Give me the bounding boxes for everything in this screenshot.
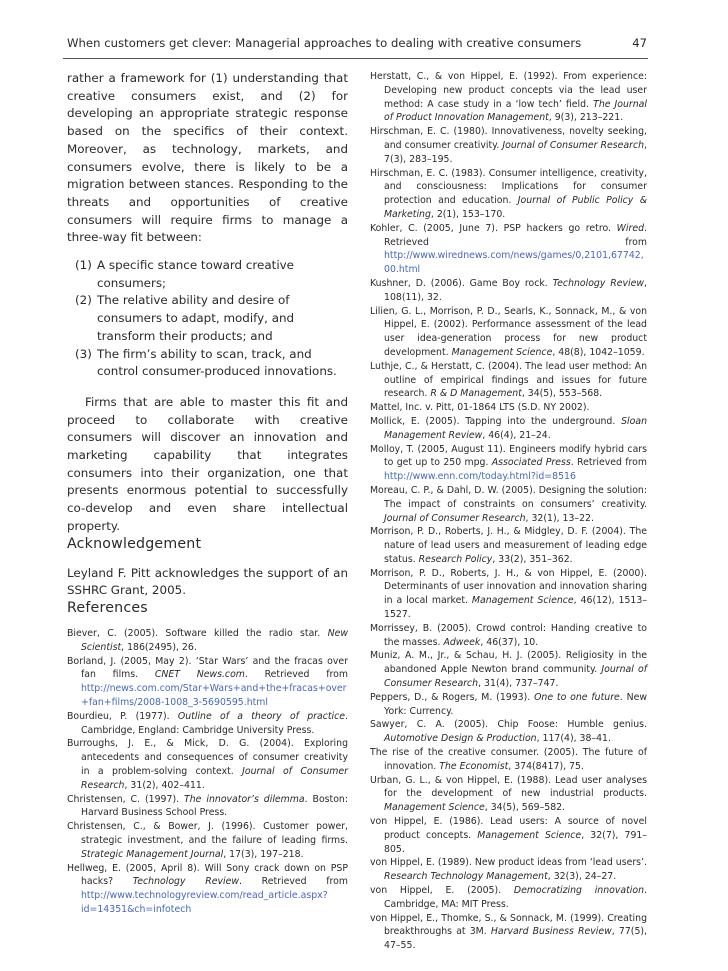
reference-text: . New York: Currency. — [384, 691, 647, 717]
reference-text: , 374(8417), 75. — [508, 760, 584, 772]
reference-source: Research Policy — [418, 553, 493, 565]
reference-entry — [370, 718, 647, 746]
reference-text: Hellweg, E. (2005, April 8). Will Sony crack down on PSP hacks? — [67, 862, 348, 888]
reference-entry — [370, 70, 647, 125]
reference-source: The Economist — [439, 760, 509, 772]
reference-text: , 33(2), 351–362. — [492, 553, 573, 565]
reference-entry — [370, 912, 647, 953]
reference-text: Lilien, G. L., Morrison, P. D., Searls, K., Sonnack, M., & von Hippel, E. (2002). Performance assessment of the lead user idea-generation process for new product development. — [370, 305, 647, 358]
reference-text: Luthje, C., & Herstatt, C. (2004). The lead user method: An outline of empirical findings and issues for future research. — [370, 360, 647, 400]
body-paragraph-1: rather a framework for (1) understanding that creative consumers exist, and (2) for developing an appropriate strategic response based on the specifics of their context. Moreover, as technology, markets, and consumers evolve, there is likely to be a migration between stances. Responding to the threats and opportunities of creative consumers will require firms to manage a three-way fit between: — [67, 71, 348, 245]
reference-entry — [67, 627, 348, 655]
reference-text: , 32(3), 24–27. — [547, 871, 617, 883]
list-item — [67, 257, 348, 292]
reference-text: Biever, C. (2005). Software killed the radio star. — [67, 627, 328, 639]
reference-entry — [67, 655, 348, 710]
reference-text: Morrison, P. D., Roberts, J. H., & von Hippel, E. (2000). Determinants of user innovation and innovation sharing in a local market. — [370, 567, 647, 607]
reference-text: Burroughs, J. E., & Mick, D. G. (2004). Exploring antecedents and consequences of consumer creativity in a problem-solving context. — [67, 738, 348, 777]
reference-text: Urban, G. L., & von Hippel, E. (1988). Lead user analyses for the development of new industrial products. — [370, 774, 647, 800]
reference-source: Technology Review — [552, 277, 645, 289]
reference-source: One to one future — [534, 691, 620, 703]
reference-entry — [370, 401, 647, 415]
reference-source: Research Technology Management — [384, 871, 548, 883]
reference-text: . Boston: Harvard Business School Press. — [81, 793, 349, 819]
reference-entry — [370, 856, 647, 884]
reference-text: Moreau, C. P., & Dahl, D. W. (2005). Designing the solution: The impact of constraints on consumers’ creativity. — [370, 484, 647, 510]
reference-source: Technology Review — [132, 876, 239, 888]
list-item — [67, 292, 348, 345]
reference-text: , 9(3), 213–221. — [548, 112, 624, 124]
reference-text: . Cambridge, England: Cambridge University Press. — [81, 710, 348, 736]
reference-source: Management Science — [471, 595, 574, 607]
reference-source: Harvard Business Review — [490, 926, 612, 938]
reference-entry — [370, 774, 647, 815]
list-item-text: The relative ability and desire of consumers to adapt, modify, and transform their products; and — [97, 293, 295, 343]
reference-entry — [370, 125, 647, 166]
reference-text: . Retrieved from — [570, 457, 647, 469]
reference-text: Morrison, P. D., Roberts, J. H., & Midgley, D. F. (2004). The nature of lead users and measurement of leading edge status. — [370, 526, 647, 565]
reference-text: Sawyer, C. A. (2005). Chip Foose: Humble genius. — [370, 719, 647, 731]
reference-text: , 46(37), 10. — [480, 636, 539, 648]
reference-source: Outline of a theory of practice — [177, 710, 346, 722]
reference-source: The Journal of Product Innovation Management — [384, 98, 648, 124]
reference-source: The innovator’s dilemma — [184, 793, 305, 805]
reference-source: Automotive Design & Production — [384, 733, 537, 745]
reference-text: , 117(4), 38–41. — [536, 733, 611, 745]
reference-source: Democratizing innovation — [513, 885, 645, 897]
reference-link[interactable]: http://news.com.com/Star+Wars+and+the+fracas+over+fan+films/2008-1008_3-5690595.html — [81, 683, 347, 708]
list-item-text: A specific stance toward creative consumers; — [97, 258, 294, 290]
reference-entry — [67, 793, 348, 821]
reference-text: Molloy, T. (2005, August 11). Engineers modify hybrid cars to get up to 250 mpg. — [370, 443, 647, 469]
references-list-left — [67, 627, 348, 917]
reference-entry — [370, 305, 647, 360]
reference-text: Bourdieu, P. (1977). — [67, 710, 178, 722]
reference-text: Mattel, Inc. v. Pitt, 01-1864 LTS (S.D. NY 2002). — [370, 402, 590, 414]
right-column — [370, 70, 647, 953]
reference-text: Christensen, C., & Bower, J. (1996). Customer power, strategic investment, and the failure of leading firms. — [67, 821, 348, 846]
reference-source: R & D Management — [430, 388, 522, 400]
references-list-right — [370, 70, 647, 953]
reference-entry — [370, 167, 647, 222]
reference-entry — [370, 746, 647, 774]
list-item — [67, 346, 348, 381]
reference-entry — [370, 222, 647, 277]
reference-source: Journal of Consumer Research — [384, 664, 647, 690]
reference-text: , 31(2), 402–411. — [124, 779, 205, 791]
reference-source: New Scientist — [81, 627, 348, 653]
body-text — [67, 70, 348, 536]
reference-text: Muniz, A. M., Jr., & Schau, H. J. (2005). Religiosity in the abandoned Apple Newton brand community. — [370, 650, 647, 676]
reference-entry — [370, 884, 647, 912]
page-number: 47 — [632, 36, 647, 50]
reference-entry — [370, 815, 647, 856]
reference-text: , 32(1), 13–22. — [525, 512, 594, 524]
reference-source: Management Science — [477, 829, 582, 841]
reference-entry — [67, 710, 348, 738]
reference-text: , 7(3), 283–195. — [384, 139, 647, 165]
reference-text: , 46(4), 21–24. — [482, 429, 551, 441]
body-paragraph-2: Firms that are able to master this fit and proceed to collaborate with creative consumers will discover an innovation and marketing capability that integrates consumers into their organization, one that presents enormous potential to successfully co-develop and even share intellectual property. — [67, 394, 348, 533]
reference-source: Journal of Consumer Research — [81, 765, 348, 791]
reference-entry — [370, 622, 647, 650]
reference-text: Kushner, D. (2006). Game Boy rock. — [370, 277, 553, 289]
reference-source: Wired — [616, 222, 645, 234]
reference-text: . Cambridge, MA: MIT Press. — [384, 885, 647, 910]
reference-text: , 2(1), 153–170. — [430, 208, 506, 220]
reference-text: von Hippel, E. (1989). New product ideas from ‘lead users’. — [370, 857, 647, 869]
reference-text: , 77(5), 47–55. — [384, 926, 648, 952]
reference-link[interactable]: http://www.technologyreview.com/read_article.aspx?id=14351&ch=infotech — [81, 890, 328, 915]
reference-source: Management Science — [451, 346, 553, 358]
numbered-list — [67, 257, 348, 381]
reference-source: Management Science — [384, 802, 485, 814]
reference-text: . Retrieved from — [384, 222, 647, 248]
reference-text: , 17(3), 197–218. — [223, 848, 304, 860]
header-divider — [63, 58, 648, 59]
list-number: (1) — [75, 258, 92, 273]
reference-text: von Hippel, E. (1986). Lead users: A source of novel product concepts. — [370, 816, 647, 841]
reference-entry — [370, 484, 647, 525]
reference-entry — [370, 525, 647, 566]
reference-source: Adweek — [443, 636, 481, 648]
list-number: (3) — [75, 346, 92, 361]
reference-text: Morrissey, B. (2005). Crowd control: Handing creative to the masses. — [370, 622, 647, 648]
reference-text: Herstatt, C., & von Hippel, E. (1992). From experience: Developing new product concepts via the lead user method: A case study in a ‘low tech’ field. — [370, 71, 647, 110]
list-number: (2) — [75, 293, 92, 308]
reference-text: The rise of the creative consumer. (2005). The future of innovation. — [370, 747, 647, 772]
reference-text: von Hippel, E. (2005). — [370, 885, 514, 897]
reference-source: Associated Press — [491, 457, 571, 469]
reference-entry — [67, 862, 348, 917]
reference-entry — [370, 691, 647, 719]
reference-entry — [370, 443, 647, 484]
reference-entry — [370, 360, 647, 401]
reference-text: Hirschman, E. C. (1980). Innovativeness, novelty seeking, and consumer creativity. — [370, 126, 647, 151]
reference-entry — [370, 415, 647, 443]
reference-source: CNET News.com — [154, 669, 245, 681]
reference-text: , 48(8), 1042–1059. — [552, 346, 645, 358]
reference-text: Mollick, E. (2005). Tapping into the underground. — [370, 415, 622, 427]
reference-source: Journal of Consumer Research — [502, 139, 645, 151]
reference-entry — [370, 649, 647, 690]
running-title: When customers get clever: Managerial approaches to dealing with creative consumers — [67, 36, 582, 50]
reference-text: , 34(5), 569–582. — [484, 802, 566, 814]
reference-source: Journal of Public Policy & Marketing — [384, 195, 647, 220]
reference-entry — [370, 567, 647, 622]
reference-link[interactable]: http://www.wirednews.com/news/games/0,2101,67742,00.html — [384, 250, 644, 276]
reference-source: Strategic Management Journal — [81, 848, 224, 860]
reference-link[interactable]: http://www.enn.com/today.html?id=8516 — [384, 471, 576, 483]
reference-text: Peppers, D., & Rogers, M. (1993). — [370, 691, 535, 703]
acknowledgement-heading: Acknowledgement — [67, 535, 202, 552]
reference-text: Hirschman, E. C. (1983). Consumer intelligence, creativity, and consciousness: Implications for consumer protection and education. — [370, 167, 647, 207]
reference-entry — [67, 737, 348, 792]
reference-text: . Retrieved from — [238, 876, 348, 888]
reference-text: Christensen, C. (1997). — [67, 793, 185, 805]
list-item-text: The firm’s ability to scan, track, and control consumer-produced innovations. — [97, 346, 337, 379]
reference-text: , 32(7), 791–805. — [384, 829, 647, 855]
running-header — [67, 36, 647, 56]
reference-text: von Hippel, E., Thomke, S., & Sonnack, M. (1999). Creating breakthroughs at 3M. — [370, 912, 647, 938]
reference-entry — [370, 277, 647, 305]
reference-source: Sloan Management Review — [384, 415, 647, 441]
reference-text: , 108(11), 32. — [384, 277, 648, 303]
reference-text: . Retrieved from — [244, 669, 348, 681]
acknowledgement-text: Leyland F. Pitt acknowledges the support of an SSHRC Grant, 2005. — [67, 565, 348, 598]
reference-text: Kohler, C. (2005, June 7). PSP hackers go retro. — [370, 222, 617, 234]
reference-text: , 31(4), 737–747. — [478, 678, 559, 690]
references-heading: References — [67, 599, 148, 616]
reference-text: Borland, J. (2005, May 2). ‘Star Wars’ and the fracas over fan films. — [67, 655, 348, 681]
reference-text: , 46(12), 1513–1527. — [384, 595, 647, 621]
left-column — [67, 70, 348, 917]
reference-source: Journal of Consumer Research — [384, 512, 526, 524]
reference-text: , 34(5), 553–568. — [521, 388, 603, 400]
reference-entry — [67, 820, 348, 861]
reference-text: , 186(2495), 26. — [121, 641, 197, 653]
